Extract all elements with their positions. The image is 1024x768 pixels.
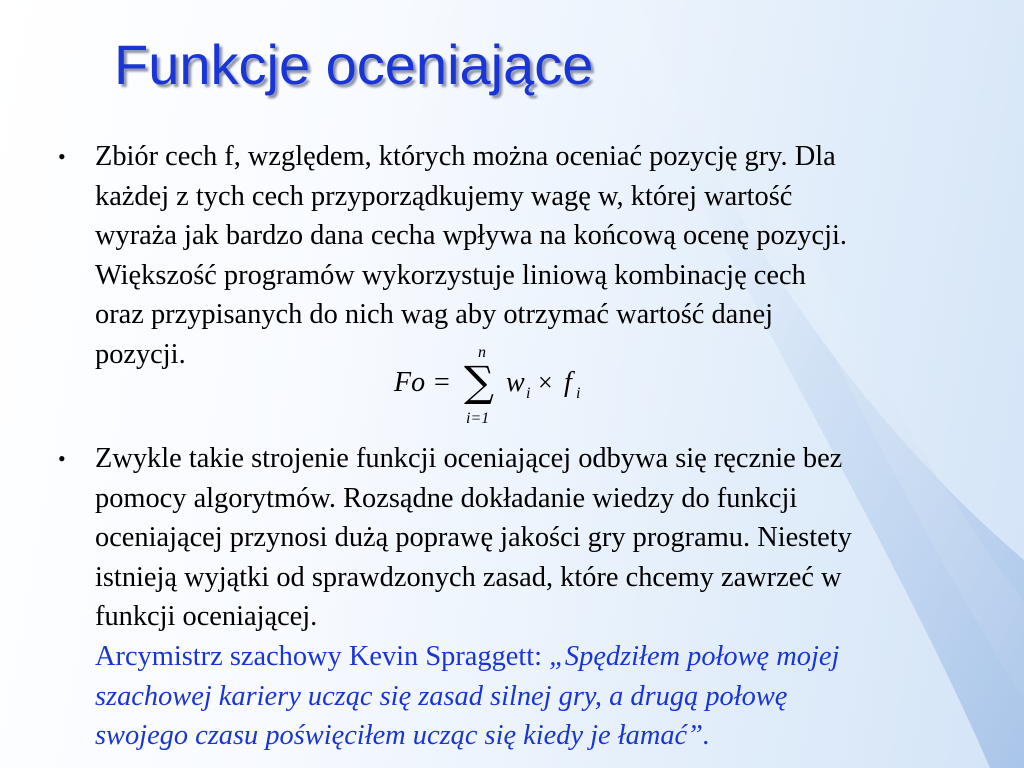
sum-icon: ∑ [464,357,494,406]
formula-term-f: f [564,367,572,398]
formula-equals: = [434,367,450,398]
evaluation-formula [388,343,598,433]
bullet-item-1 [58,137,1008,375]
formula-lower-limit: i=1 [466,410,490,427]
slide-title: Funkcje oceniające [114,33,594,96]
formula-term-w: w [506,367,525,398]
formula-sub-w: i [526,385,531,402]
formula-times: × [538,368,553,397]
bullet-text-2 [95,439,1008,756]
formula-lhs: Fo [394,367,426,398]
bullet-icon: • [58,144,66,169]
formula-upper-limit: n [478,344,486,361]
quote-text: „Spędziłem połowę mojej szachowej kariery ucząc się zasad silnej gry, a drugą połowę swojego czasu poświęciłem ucząc się kiedy je łamać”. [95,640,840,752]
quote-attribution: Arcymistrz szachowy Kevin Spraggett: [95,640,550,672]
formula-sub-f: i [576,385,581,402]
bullet-text-2-body: Zwykle takie strojenie funkcji oceniającej odbywa się ręcznie bez pomocy algorytmów. Rozsądne dokładanie wiedzy do funkcji oceniającej przynosi dużą poprawę jakości gry programu. Niestety istnieją wyjątki od sprawdzonych zasad, które chcemy zawrzeć w funkcji oceniającej. [95,443,852,633]
bullet-item-2 [58,439,1008,756]
bullet-icon: • [58,446,66,471]
bullet-text-1: Zbiór cech f, względem, których można oceniać pozycję gry. Dla każdej z tych cech przyporządkujemy wagę w, której wartość wyraża jak bardzo dana cecha wpływa na końcową ocenę pozycji. Większość programów wykorzystuje liniową kombinację cech oraz przypisanych do nich wag aby otrzymać wartość danej pozycji. [95,141,847,370]
